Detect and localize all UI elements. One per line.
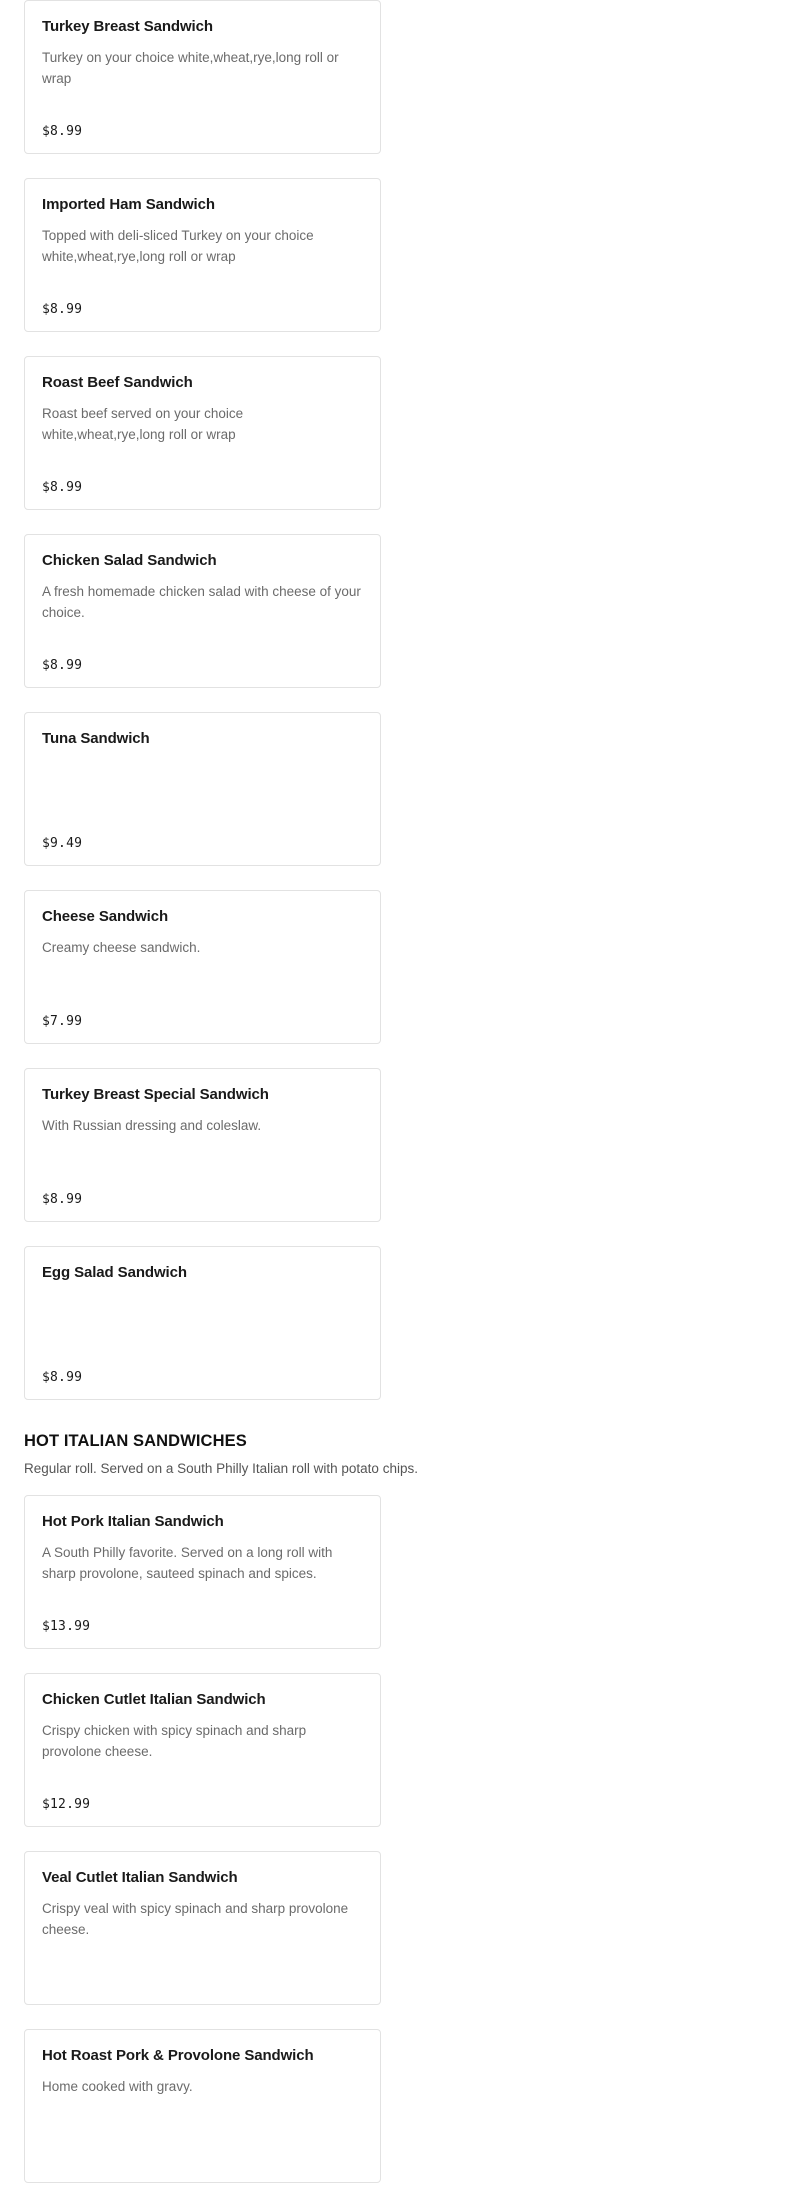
menu-item-card[interactable] [24,1068,381,1222]
menu-item-card[interactable] [24,1246,381,1400]
menu-item-price: $13.99 [42,1619,91,1634]
menu-item-description: Turkey on your choice white,wheat,rye,long roll or wrap [42,50,339,86]
menu-item-price [42,1978,363,1990]
section-subtitle: Regular roll. Served on a South Philly Italian roll with potato chips. [24,1461,418,1476]
section-header-hot-italian [24,1432,761,1479]
menu-item-name: Imported Ham Sandwich [42,196,215,213]
menu-item-description: Creamy cheese sandwich. [42,940,201,955]
menu-item-price: $8.99 [42,124,83,139]
menu-item-description: Topped with deli-sliced Turkey on your choice white,wheat,rye,long roll or wrap [42,228,314,264]
menu-item-name: Turkey Breast Sandwich [42,18,213,35]
menu-item-name: Hot Roast Pork & Provolone Sandwich [42,2047,314,2064]
menu-item-name: Chicken Cutlet Italian Sandwich [42,1691,266,1708]
menu-item-card[interactable] [24,1673,381,1827]
menu-item-card[interactable] [24,712,381,866]
menu-item-card[interactable] [24,1851,381,2005]
menu-item-card[interactable] [24,2029,381,2183]
menu-item-name: Turkey Breast Special Sandwich [42,1086,269,1103]
menu-item-description: A South Philly favorite. Served on a long roll with sharp provolone, sauteed spinach and spices. [42,1545,333,1581]
menu-item-name: Veal Cutlet Italian Sandwich [42,1869,238,1886]
menu-item-description: Home cooked with gravy. [42,2079,193,2094]
menu-item-description: With Russian dressing and coleslaw. [42,1118,262,1133]
menu-item-price: $8.99 [42,1192,83,1207]
menu-item-card[interactable] [24,1495,381,1649]
menu-item-name: Tuna Sandwich [42,730,150,747]
menu-item-card[interactable] [24,178,381,332]
menu-item-description: Roast beef served on your choice white,wheat,rye,long roll or wrap [42,406,244,442]
menu-item-name: Egg Salad Sandwich [42,1264,187,1281]
menu-item-card[interactable] [24,890,381,1044]
section-title: HOT ITALIAN SANDWICHES [24,1432,247,1450]
menu-item-price [42,2156,363,2168]
menu-item-description: Crispy veal with spicy spinach and sharp provolone cheese. [42,1901,349,1937]
menu-item-price: $9.49 [42,836,83,851]
menu-item-card[interactable] [24,356,381,510]
menu-item-name: Hot Pork Italian Sandwich [42,1513,224,1530]
menu-item-price: $7.99 [42,1014,83,1029]
menu-item-name: Roast Beef Sandwich [42,374,193,391]
menu-item-price: $8.99 [42,480,83,495]
menu-item-price: $8.99 [42,302,83,317]
menu-item-price: $8.99 [42,658,83,673]
menu-item-card[interactable] [24,534,381,688]
menu-item-description: A fresh homemade chicken salad with cheese of your choice. [42,584,361,620]
menu-item-price: $8.99 [42,1370,83,1385]
menu-item-description: Crispy chicken with spicy spinach and sharp provolone cheese. [42,1723,307,1759]
menu-item-grid-hot-italian [24,1495,761,2192]
menu-item-price: $12.99 [42,1797,91,1812]
menu-item-card[interactable] [24,0,381,154]
menu-item-name: Cheese Sandwich [42,908,169,925]
menu-item-grid-cold [24,0,761,1424]
menu-item-name: Chicken Salad Sandwich [42,552,217,569]
